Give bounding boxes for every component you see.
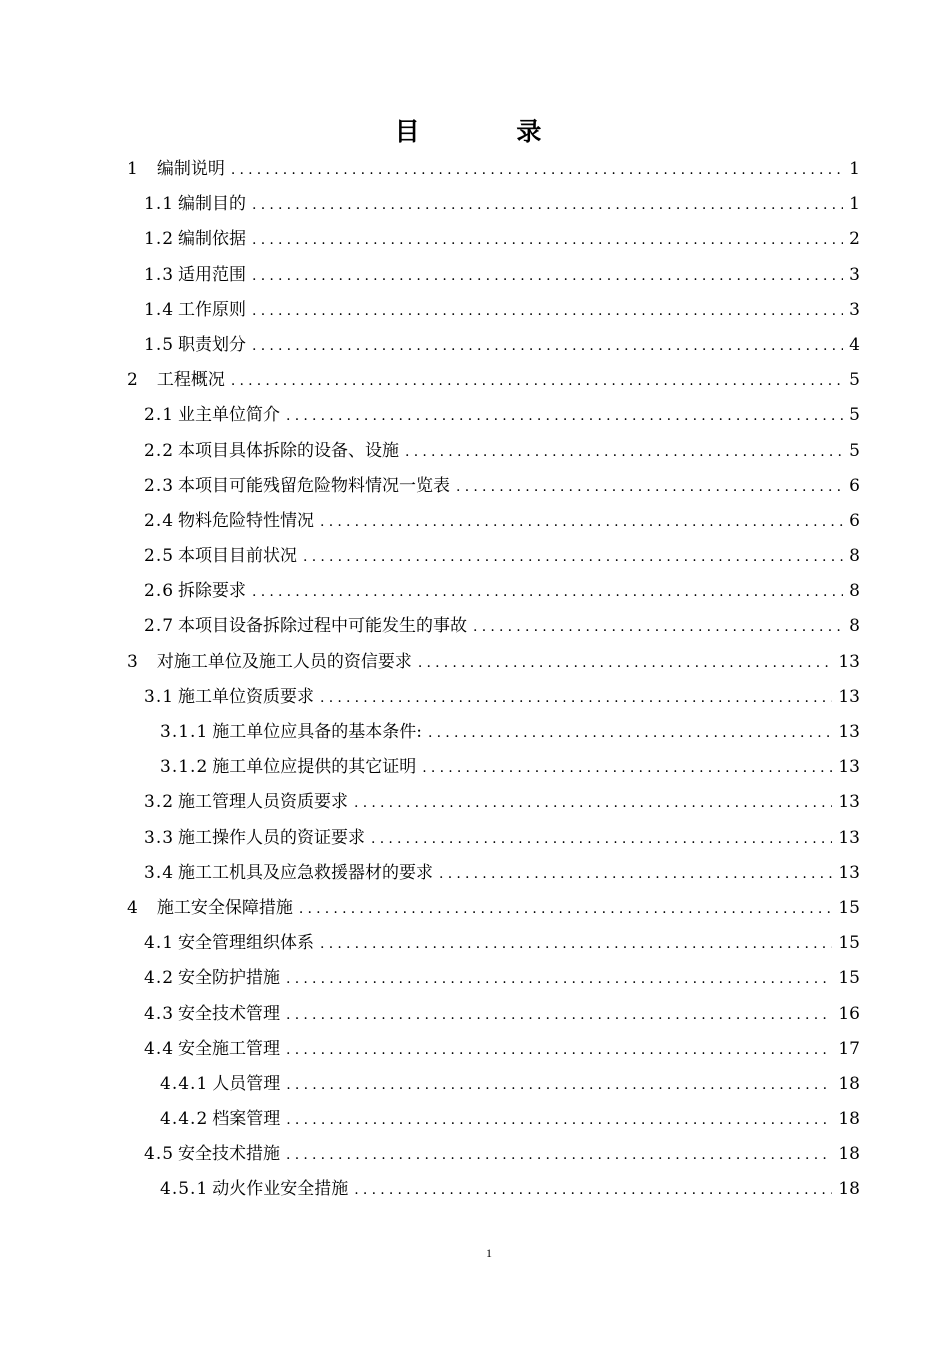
toc-dot-leader [371,822,832,857]
toc-entry-page: 8 [849,616,860,637]
toc-entry-page: 8 [849,546,860,567]
toc-dot-leader [252,223,843,258]
toc-entry-page: 6 [849,510,860,531]
toc-entry[interactable] [127,1067,860,1102]
toc-entry-text: 安全管理组织体系 [178,933,315,954]
toc-entry-text: 编制说明 [156,159,225,179]
toc-entry[interactable] [127,258,860,293]
toc-entry-label [160,1172,348,1207]
toc-dot-leader [286,1068,832,1103]
toc-dot-leader [473,610,843,645]
toc-entry-page: 13 [838,827,860,848]
toc-entry-text: 安全技术管理 [178,1003,281,1024]
toc-dot-leader [252,188,843,223]
toc-dot-leader [286,1033,832,1068]
toc-entry-text: 业主单位简介 [178,405,281,426]
toc-entry-text: 施工单位应提供的其它证明 [212,757,417,778]
toc-entry-label [144,504,314,539]
toc-entry-label [144,961,280,996]
toc-entry-number: 2.1 [144,405,175,426]
toc-entry-label [144,821,365,856]
toc-entry[interactable] [127,856,860,891]
toc-entry-label [144,539,297,574]
toc-entry-text: 人员管理 [212,1073,281,1094]
toc-dot-leader [354,1173,832,1208]
toc-entry[interactable] [127,750,860,785]
toc-entry[interactable] [127,785,860,820]
toc-entry[interactable] [127,997,860,1032]
toc-entry-number: 3.3 [144,827,175,848]
toc-entry-page: 13 [838,757,860,778]
toc-entry-page: 8 [849,581,860,602]
toc-entry[interactable] [127,222,860,257]
toc-entry-text: 拆除要求 [178,581,247,602]
toc-title: 目 录 [394,117,586,146]
toc-entry-label [144,926,314,961]
toc-entry-number: 3.1 [144,686,175,707]
toc-dot-leader [320,681,832,716]
toc-entry-number: 2.6 [144,581,175,602]
toc-dot-leader [428,716,832,751]
toc-entry-number: 3.1.1 [160,722,209,742]
toc-entry-label [144,258,246,293]
toc-entry-page: 3 [849,299,860,320]
toc-entry-number: 2.2 [144,440,175,461]
toc-entry[interactable] [127,293,860,328]
toc-entry-label [160,750,416,785]
toc-entry-text: 对施工单位及施工人员的资信要求 [156,651,412,672]
toc-entry-page: 18 [838,1109,860,1130]
toc-entry-number: 1 [127,159,139,179]
toc-entry[interactable] [127,328,860,363]
toc-entry-page: 13 [838,722,860,742]
toc-entry-number: 3.4 [144,862,175,883]
toc-entry-text: 施工管理人员资质要求 [178,792,349,813]
toc-entry-number: 1.3 [144,264,175,285]
toc-entry-label [127,645,412,680]
toc-dot-leader [299,892,833,927]
toc-entry-page: 1 [849,159,860,179]
toc-dot-leader [320,505,843,540]
toc-dot-leader [456,470,843,505]
toc-entry-text: 安全施工管理 [178,1038,281,1059]
toc-entry-page: 6 [849,475,860,496]
toc-entry-label [160,1067,280,1102]
toc-entry-page: 4 [849,334,860,355]
toc-entry-text: 物料危险特性情况 [178,510,315,531]
toc-dot-leader [286,1103,832,1138]
toc-entry-number: 2 [127,370,139,391]
toc-entry[interactable] [127,539,860,574]
toc-entry[interactable] [127,1102,860,1137]
toc-entry[interactable] [127,645,860,680]
toc-entry[interactable] [127,715,860,750]
toc-entry-text: 施工单位资质要求 [178,686,315,707]
toc-entry-text: 施工操作人员的资证要求 [178,827,366,848]
toc-dot-leader [320,927,832,962]
toc-dot-leader [286,399,843,434]
toc-entry-label [144,680,314,715]
toc-dot-leader [422,751,832,786]
toc-entry-page: 5 [849,405,860,426]
toc-entry-page: 18 [838,1179,860,1200]
toc-entry-text: 施工安全保障措施 [156,897,293,918]
toc-entry-label [127,891,293,926]
toc-entry-text: 安全防护措施 [178,968,281,989]
toc-dot-leader [252,259,843,294]
toc-entry-number: 4 [127,897,139,918]
toc-entry-number: 3 [127,651,139,672]
toc-entry-number: 4.4.1 [160,1073,209,1094]
toc-dot-leader [286,998,832,1033]
toc-entry-label [144,856,433,891]
toc-entry[interactable] [127,504,860,539]
toc-entry-page: 18 [838,1144,860,1165]
toc-entry-label [144,1137,280,1172]
toc-entry-label [144,398,280,433]
toc-entry-number: 4.5 [144,1144,175,1165]
toc-entry-number: 4.4 [144,1038,175,1059]
toc-entry[interactable] [127,1137,860,1172]
toc-entry-label [144,293,246,328]
toc-dot-leader [354,786,832,821]
toc-entry[interactable] [127,469,860,504]
toc-entry[interactable] [127,398,860,433]
toc-entry-text: 适用范围 [178,264,247,285]
toc-entry-page: 2 [849,229,860,250]
toc-entry-number: 2.7 [144,616,175,637]
toc-entry-number: 3.1.2 [160,757,209,778]
toc-entry-page: 13 [838,792,860,813]
toc-entry-page: 3 [849,264,860,285]
toc-entry-page: 15 [838,968,860,989]
toc-entry[interactable] [127,926,860,961]
toc-entry-label [144,222,246,257]
toc-entry-number: 4.2 [144,968,175,989]
toc-entry-label [144,609,467,644]
toc-entry-label [127,363,225,398]
toc-entry-text: 职责划分 [178,334,247,355]
toc-entry-text: 工程概况 [156,370,225,391]
toc-entry-label [127,152,225,187]
toc-entry-page: 13 [838,862,860,883]
toc-entry[interactable] [127,152,860,187]
toc-entry-page: 5 [849,370,860,391]
toc-entry-label [144,328,246,363]
toc-entry-text: 本项目具体拆除的设备、设施 [178,440,400,461]
toc-entry-page: 18 [838,1073,860,1094]
toc-entry[interactable] [127,187,860,222]
toc-entry-label [144,785,348,820]
toc-entry[interactable] [127,680,860,715]
toc-dot-leader [286,1138,832,1173]
toc-dot-leader [231,153,843,188]
toc-entry[interactable] [127,574,860,609]
toc-dot-leader [286,962,832,997]
toc-entry-text: 动火作业安全措施 [212,1179,349,1200]
toc-entry-number: 2.5 [144,546,175,567]
toc-entry-number: 1.2 [144,229,175,250]
toc-entry-page: 13 [838,651,860,672]
toc-entry-number: 1.5 [144,334,175,355]
toc-entry-text: 安全技术措施 [178,1144,281,1165]
toc-entry-text: 施工工机具及应急救援器材的要求 [178,862,434,883]
toc-entry-number: 2.3 [144,475,175,496]
toc-entry-page: 17 [838,1038,860,1059]
toc-entry-number: 1.4 [144,299,175,320]
toc-entry-text: 编制依据 [178,229,247,250]
toc-entry[interactable] [127,434,860,469]
toc-entry-text: 编制目的 [178,194,247,215]
toc-entry-page: 13 [838,686,860,707]
toc-entry-label [144,997,280,1032]
toc-dot-leader [231,364,843,399]
page-number: 1 [486,1246,492,1260]
toc-entry-number: 4.4.2 [160,1109,209,1130]
toc-entry-label [144,434,399,469]
toc-entry[interactable] [127,891,860,926]
toc-entry-number: 3.2 [144,792,175,813]
toc-entry[interactable] [127,961,860,996]
toc-entry-page: 15 [838,933,860,954]
toc-entry-page: 16 [838,1003,860,1024]
toc-entry-page: 1 [849,194,860,215]
table-of-contents [127,152,860,1208]
toc-entry-number: 4.5.1 [160,1179,209,1200]
toc-dot-leader [418,646,833,681]
toc-entry-text: 本项目目前状况 [178,546,298,567]
toc-entry-label [144,1032,280,1067]
toc-entry-label [144,574,246,609]
toc-entry-label [144,469,450,504]
toc-entry-text: 施工单位应具备的基本条件: [212,722,422,742]
toc-dot-leader [303,540,843,575]
toc-entry-number: 1.1 [144,194,175,215]
toc-dot-leader [439,857,832,892]
toc-entry-label [160,715,422,750]
toc-entry-text: 本项目设备拆除过程中可能发生的事故 [178,616,468,637]
toc-entry-number: 4.1 [144,933,175,954]
toc-dot-leader [252,294,843,329]
toc-entry-label [160,1102,280,1137]
toc-entry[interactable] [127,1032,860,1067]
toc-entry[interactable] [127,609,860,644]
toc-entry[interactable] [127,363,860,398]
toc-dot-leader [252,329,843,364]
toc-entry-page: 15 [838,897,860,918]
toc-entry-text: 工作原则 [178,299,247,320]
toc-dot-leader [252,575,843,610]
toc-entry[interactable] [127,1172,860,1207]
toc-entry-number: 4.3 [144,1003,175,1024]
toc-entry-number: 2.4 [144,510,175,531]
toc-entry-text: 本项目可能残留危险物料情况一览表 [178,475,451,496]
toc-entry-label [144,187,246,222]
toc-dot-leader [405,435,843,470]
toc-entry[interactable] [127,821,860,856]
toc-entry-text: 档案管理 [212,1109,281,1130]
toc-entry-page: 5 [849,440,860,461]
